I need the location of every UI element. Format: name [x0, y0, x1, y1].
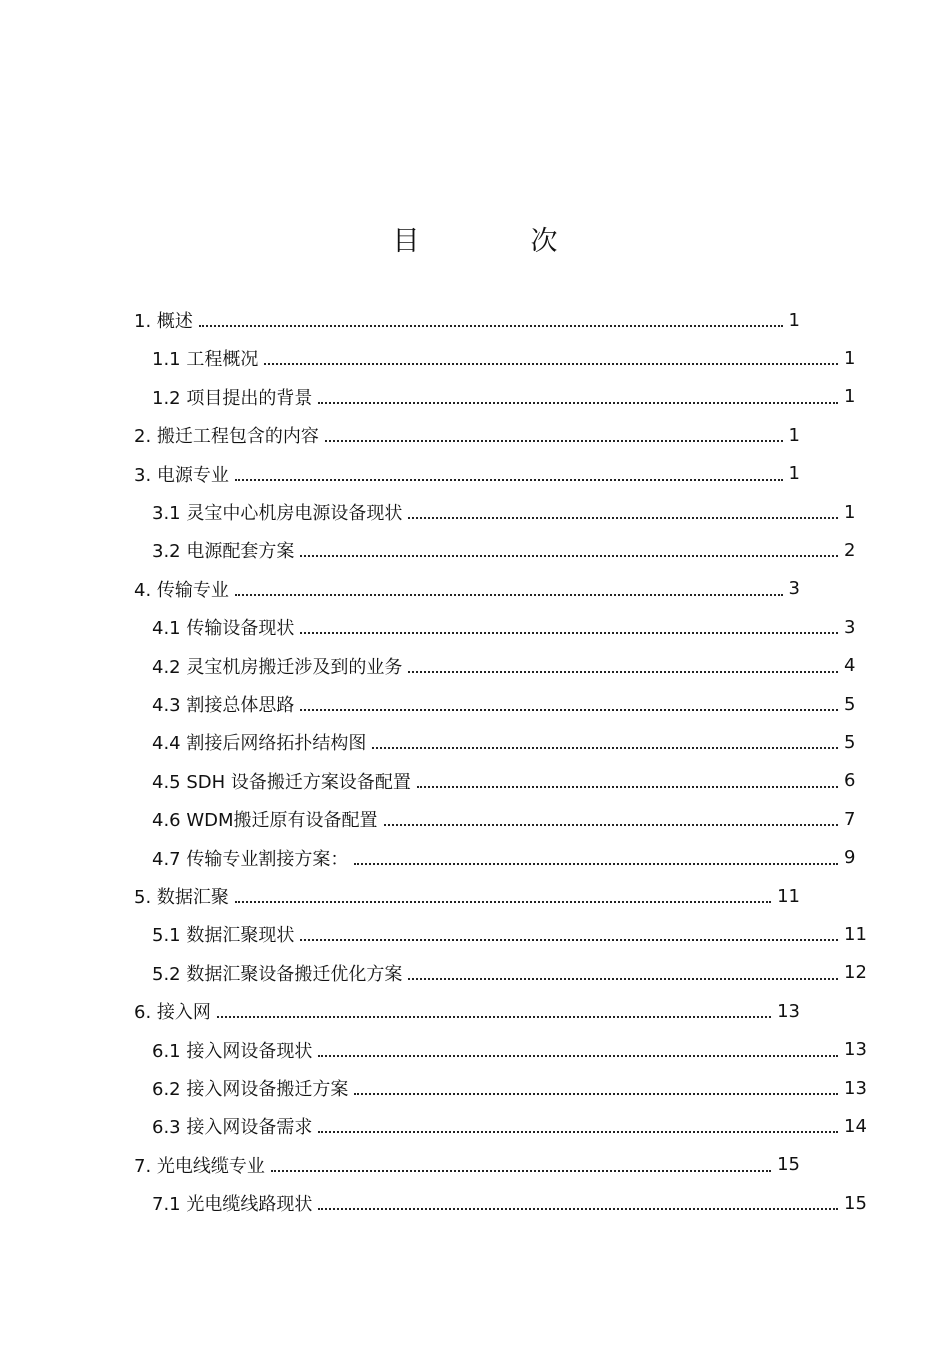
- toc-entry-page-number: 6: [844, 770, 856, 792]
- toc-entry-label: 1.1 工程概况: [152, 349, 259, 371]
- toc-entry[interactable]: [134, 455, 800, 493]
- toc-entry-label: 3.1 灵宝中心机房电源设备现状: [152, 503, 403, 524]
- toc-entry-page-number: 1: [788, 463, 800, 485]
- toc-entry-page-number: 1: [788, 309, 800, 331]
- toc-entry-page-number: 13: [777, 1000, 800, 1022]
- toc-entry[interactable]: [134, 416, 800, 454]
- toc-dot-leader: [300, 939, 838, 941]
- toc-entry[interactable]: [134, 992, 800, 1030]
- toc-entry-page-number: 11: [844, 923, 867, 945]
- toc-entry-label: 2. 搬迁工程包含的内容: [134, 426, 319, 448]
- toc-dot-leader: [354, 1093, 838, 1095]
- toc-dot-leader: [217, 1016, 771, 1018]
- toc-entry[interactable]: [152, 339, 878, 377]
- toc-entry-page-number: 12: [844, 962, 867, 984]
- toc-entry[interactable]: [152, 1069, 878, 1107]
- toc-entry-label: 1.2 项目提出的背景: [152, 387, 313, 409]
- toc-entry-label: 3. 电源专业: [134, 464, 229, 486]
- toc-entry-page-number: 5: [844, 731, 856, 753]
- toc-dot-leader: [417, 786, 838, 788]
- toc-dot-leader: [264, 363, 838, 365]
- toc-entry-page-number: 3: [844, 616, 856, 638]
- toc-entry-label: 1. 概述: [134, 311, 193, 332]
- toc-entry[interactable]: [134, 1146, 800, 1184]
- toc-dot-leader: [271, 1170, 771, 1172]
- toc-entry-page-number: 14: [844, 1115, 867, 1137]
- toc-entry-page-number: 1: [788, 424, 800, 446]
- toc-dot-leader: [354, 863, 838, 865]
- toc-dot-leader: [235, 479, 783, 481]
- toc-entry-label: 4. 传输专业: [134, 579, 229, 601]
- toc-entry-label: 4.3 割接总体思路: [152, 695, 295, 716]
- toc-entry[interactable]: [152, 954, 878, 992]
- toc-entry[interactable]: [152, 493, 878, 531]
- toc-entry[interactable]: [152, 800, 878, 838]
- toc-entry[interactable]: [152, 915, 878, 953]
- toc-entry-page-number: 13: [844, 1039, 867, 1061]
- toc-dot-leader: [325, 440, 783, 442]
- toc-dot-leader: [372, 747, 838, 749]
- toc-dot-leader: [318, 1208, 838, 1210]
- toc-entry-page-number: 13: [844, 1077, 867, 1099]
- toc-dot-leader: [318, 402, 838, 404]
- toc-dot-leader: [300, 632, 838, 634]
- toc-entry-label: 4.2 灵宝机房搬迁涉及到的业务: [152, 656, 403, 678]
- toc-entry-page-number: 7: [844, 808, 856, 830]
- toc-entry-page-number: 4: [844, 655, 856, 677]
- toc-entry[interactable]: [152, 378, 878, 416]
- toc-entry-label: 5. 数据汇聚: [134, 887, 229, 908]
- toc-dot-leader: [235, 901, 771, 903]
- toc-entry-label: 6.2 接入网设备搬迁方案: [152, 1079, 349, 1100]
- toc-dot-leader: [318, 1131, 838, 1133]
- page-title: 目 次: [392, 226, 600, 257]
- toc-entry[interactable]: [152, 1031, 878, 1069]
- toc-entry-label: 6. 接入网: [134, 1002, 211, 1024]
- toc-entry-label: 7. 光电线缆专业: [134, 1155, 265, 1177]
- toc-dot-leader: [318, 1055, 838, 1057]
- toc-entry-page-number: 11: [777, 885, 800, 907]
- toc-entry-label: 5.1 数据汇聚现状: [152, 925, 295, 947]
- toc-dot-leader: [408, 978, 838, 980]
- toc-dot-leader: [408, 517, 838, 519]
- toc-entry[interactable]: [152, 723, 878, 761]
- toc-entry-label: 5.2 数据汇聚设备搬迁优化方案: [152, 963, 403, 985]
- toc-entry-label: 3.2 电源配套方案: [152, 541, 295, 563]
- toc-entry-page-number: 15: [777, 1154, 800, 1176]
- toc-entry[interactable]: [152, 531, 878, 569]
- toc-entry-label: 4.7 传输专业割接方案：: [152, 848, 349, 870]
- toc-dot-leader: [300, 709, 838, 711]
- toc-entry-page-number: 2: [844, 539, 856, 561]
- toc-entry-label: 7.1 光电缆线路现状: [152, 1194, 313, 1216]
- toc-entry-page-number: 9: [844, 847, 856, 869]
- toc-entry-page-number: 1: [844, 386, 856, 408]
- toc-entry[interactable]: [134, 301, 800, 339]
- toc-entry-label: 6.1 接入网设备现状: [152, 1040, 313, 1062]
- toc-dot-leader: [300, 555, 838, 557]
- toc-entry-page-number: 5: [844, 693, 856, 715]
- toc-entry-page-number: 3: [788, 578, 800, 600]
- toc-entry[interactable]: [152, 839, 878, 877]
- toc-entry-page-number: 1: [844, 347, 856, 369]
- toc-entry-page-number: 15: [844, 1192, 867, 1214]
- toc-entry-label: 4.4 割接后网络拓扑结构图: [152, 733, 367, 755]
- toc-entry[interactable]: [152, 685, 878, 723]
- toc-entry[interactable]: [152, 608, 878, 646]
- toc-entry-label: 4.1 传输设备现状: [152, 618, 295, 640]
- toc-entry-label: 4.5 SDH 设备搬迁方案设备配置: [152, 771, 411, 793]
- toc-entry[interactable]: [152, 647, 878, 685]
- toc-entry[interactable]: [152, 1184, 878, 1222]
- toc-dot-leader: [408, 671, 838, 673]
- toc-entry[interactable]: [134, 570, 800, 608]
- toc-dot-leader: [235, 594, 783, 596]
- toc-entry[interactable]: [152, 762, 878, 800]
- toc-dot-leader: [199, 325, 783, 327]
- toc-entry-label: 6.3 接入网设备需求: [152, 1117, 313, 1139]
- toc-entry-label: 4.6 WDM搬迁原有设备配置: [152, 810, 378, 832]
- toc-entry[interactable]: [152, 1107, 878, 1145]
- toc-dot-leader: [384, 824, 838, 826]
- toc-entry[interactable]: [134, 877, 800, 915]
- toc-entry-page-number: 1: [844, 501, 856, 523]
